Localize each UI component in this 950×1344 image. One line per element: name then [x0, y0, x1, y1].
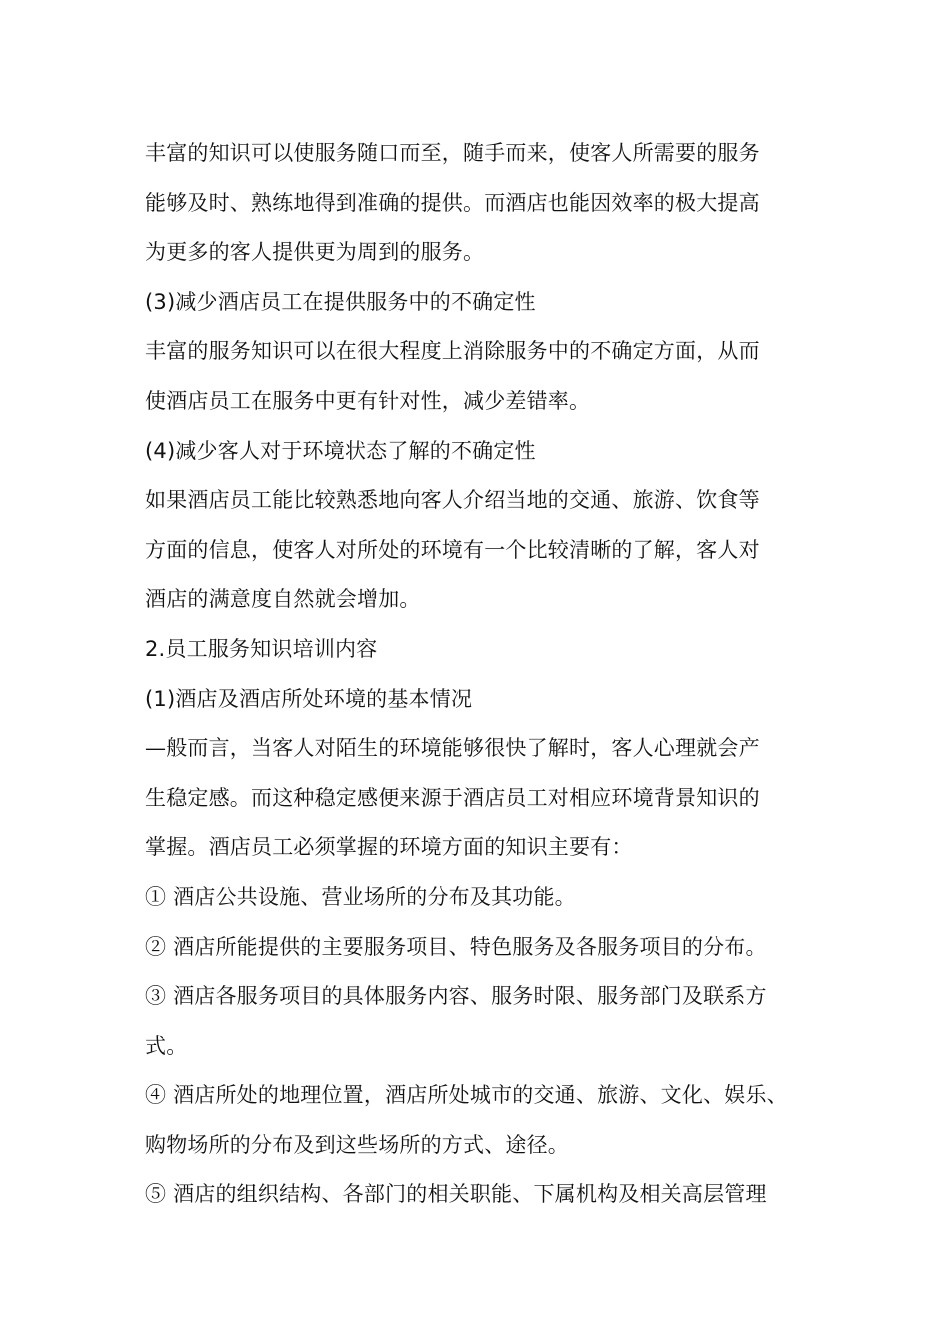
paragraph-line: 如果酒店员工能比较熟悉地向客人介绍当地的交通、旅游、饮食等 — [145, 488, 760, 513]
paragraph-line: ④ 酒店所处的地理位置，酒店所处城市的交通、旅游、文化、娱乐、 — [145, 1083, 788, 1108]
paragraph-line: 丰富的知识可以使服务随口而至，随手而来，使客人所需要的服务 — [145, 141, 760, 165]
paragraph-line: ① 酒店公共设施、营业场所的分布及其功能。 — [145, 884, 576, 909]
paragraph-line: —般而言，当客人对陌生的环境能够很快了解时，客人心理就会产 — [145, 736, 760, 761]
paragraph-line: 酒店的满意度自然就会增加。 — [145, 587, 421, 612]
paragraph-line: 使酒店员工在服务中更有针对性，减少差错率。 — [145, 388, 591, 413]
paragraph-line: 生稳定感。而这种稳定感便来源于酒店员工对相应环境背景知识的 — [145, 785, 760, 810]
section-heading: (4)减少客人对于环境状态了解的不确定性 — [145, 438, 536, 463]
document-body — [145, 129, 835, 1220]
paragraph-line: 掌握。酒店员工必须掌握的环境方面的知识主要有： — [145, 835, 633, 860]
paragraph-line: 式。 — [145, 1033, 188, 1058]
paragraph-line: ② 酒店所能提供的主要服务项目、特色服务及各服务项目的分布。 — [145, 934, 767, 959]
section-heading: (3)减少酒店员工在提供服务中的不确定性 — [145, 289, 536, 314]
section-heading: (1)酒店及酒店所处环境的基本情况 — [145, 686, 473, 711]
paragraph-line: 购物场所的分布及到这些场所的方式、途径。 — [145, 1132, 569, 1157]
section-heading: 2.员工服务知识培训内容 — [145, 636, 378, 661]
paragraph-line: 能够及时、熟练地得到准确的提供。而酒店也能因效率的极大提高 — [145, 190, 760, 215]
paragraph-line: 为更多的客人提供更为周到的服务。 — [145, 240, 485, 265]
paragraph-line: ③ 酒店各服务项目的具体服务内容、服务时限、服务部门及联系方 — [145, 984, 767, 1009]
paragraph-line: ⑤ 酒店的组织结构、各部门的相关职能、下属机构及相关高层管理 — [145, 1182, 767, 1207]
paragraph-line: 丰富的服务知识可以在很大程度上消除服务中的不确定方面，从而 — [145, 339, 760, 364]
paragraph-line: 方面的信息，使客人对所处的环境有一个比较清晰的了解，客人对 — [145, 537, 760, 562]
